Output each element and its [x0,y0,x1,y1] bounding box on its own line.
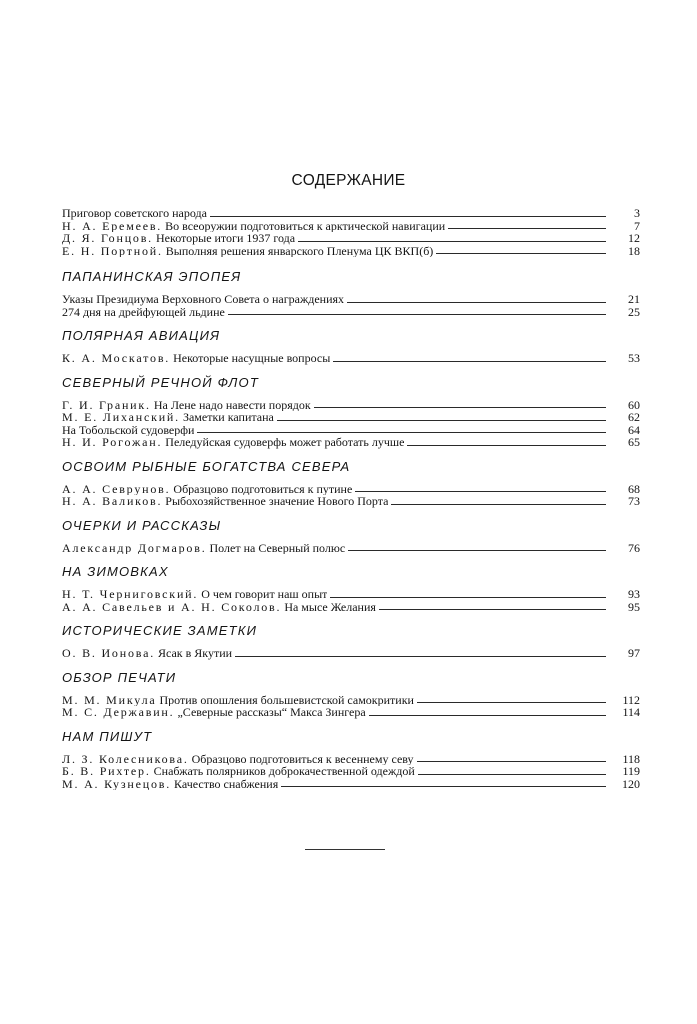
toc-entry[interactable] [60,542,640,555]
toc-entry[interactable] [60,588,640,601]
entry-page-number: 93 [628,587,640,601]
entry-page-number: 7 [634,218,640,233]
toc-entry[interactable] [60,352,640,365]
entry-page-number: 73 [628,494,640,508]
entry-text [62,399,311,412]
entry-title: Снабжать полярников доброкачественной одеждой [150,765,415,778]
entry-title: На мысе Желания [281,600,376,613]
entry-page-number: 25 [628,304,640,319]
entry-author: Н. И. Рогожан. [62,436,163,449]
entry-page-number: 119 [622,764,640,778]
entry-author: О. В. Ионова. [62,647,155,660]
toc-entry[interactable] [60,601,640,614]
dot-leader [417,702,606,703]
entry-text [62,436,404,449]
entry-text [62,352,330,365]
entry-title: Выполняя решения январского Пленума ЦК ВКП(б) [162,244,434,257]
toc-section [60,269,640,318]
table-of-contents [60,207,640,800]
toc-entry[interactable] [60,293,640,306]
entry-text [62,424,194,437]
entry-title: О чем говорит наш опыт [198,588,328,601]
closing-rule [305,849,385,850]
dot-leader [369,715,606,716]
entry-page-number: 62 [628,410,640,424]
dot-leader [235,656,606,657]
entry-title: На Тобольской судоверфи [62,423,195,436]
entry-title: Некоторые насущные вопросы [170,352,331,365]
entry-author: Н. А. Валиков. [62,495,163,508]
toc-entry[interactable] [60,411,640,424]
entry-text [62,765,415,778]
toc-entry[interactable] [60,694,640,707]
dot-leader [333,361,606,362]
entry-author: Н. А. Еремеев. [62,219,163,232]
entry-title: Некоторые итоги 1937 года [152,232,296,245]
entry-title: 274 дня на дрейфующей льдине [62,305,225,318]
dot-leader [228,314,606,315]
entry-text [62,753,414,766]
entry-title: Заметки капитана [179,411,274,424]
toc-entry[interactable] [60,245,640,258]
toc-section [60,518,640,555]
entry-title: Во всеоружии подготовиться к арктической навигации [162,219,446,232]
entry-title: Указы Президиума Верховного Совета о награждениях [62,293,345,306]
entry-author: Александр Догмаров. [62,541,207,554]
entry-text [62,306,225,319]
entry-text [62,588,327,601]
entry-author: Л. З. Колесникова. [62,752,189,765]
entry-author: А. А. Севрунов. [62,482,171,495]
entry-title: Пеледуйская судоверфь может работать лучше [162,436,405,449]
toc-entry[interactable] [60,232,640,245]
entry-title: Ясак в Якутии [155,647,233,660]
toc-section [60,670,640,719]
entry-author: А. А. Савельев и А. Н. Соколов. [62,600,282,613]
entry-text [62,495,388,508]
entry-page-number: 53 [628,351,640,365]
toc-section [60,207,640,257]
entry-author: Е. Н. Портной. [62,244,163,257]
entry-title: На Лене надо навести порядок [150,398,311,411]
dot-leader [418,774,606,775]
entry-page-number: 12 [628,231,640,245]
section-heading: ИСТОРИЧЕСКИЕ ЗАМЕТКИ [62,623,258,638]
entry-page-number: 64 [628,422,640,437]
toc-section [60,729,640,791]
dot-leader [355,491,606,492]
dot-leader [407,445,606,446]
page-title: СОДЕРЖАНИЕ [291,172,406,189]
toc-entry[interactable] [60,765,640,778]
dot-leader [197,432,606,433]
entry-text [62,293,344,306]
entry-page-number: 118 [622,751,640,766]
entry-author: М. М. Микула [62,693,157,706]
toc-section [60,564,640,613]
toc-entry[interactable] [60,495,640,508]
entry-author: К. А. Москатов. [62,352,171,365]
entry-text [62,542,345,555]
section-heading: НА ЗИМОВКАХ [62,564,169,579]
entry-text [62,706,366,719]
dot-leader [347,302,606,303]
entry-title: Полет на Северный полюс [206,541,346,554]
entry-text [62,207,207,220]
entry-author: Б. В. Рихтер. [62,765,151,778]
entry-text [62,647,232,660]
dot-leader [330,597,606,598]
toc-entry[interactable] [60,647,640,660]
entry-text [62,220,445,233]
entry-page-number: 3 [634,206,640,220]
entry-title: Образцово подготовиться к весеннему севу [188,752,414,765]
entry-text [62,601,376,614]
dot-leader [448,228,606,229]
entry-page-number: 21 [628,292,640,306]
dot-leader [314,407,606,408]
section-heading: ПОЛЯРНАЯ АВИАЦИЯ [62,328,221,343]
entry-page-number: 97 [628,646,640,660]
section-heading: ОЧЕРКИ И РАССКАЗЫ [62,517,222,533]
entry-page-number: 68 [628,481,640,496]
entry-text [62,232,295,245]
toc-section [60,375,640,449]
toc-entry[interactable] [60,753,640,766]
dot-leader [391,504,606,505]
entry-author: М. А. Кузнецов. [62,777,172,790]
toc-entry[interactable] [60,436,640,449]
section-heading: ОСВОИМ РЫБНЫЕ БОГАТСТВА СЕВЕРА [62,458,351,474]
dot-leader [281,786,606,787]
entry-title: „Северные рассказы“ Макса Зингера [174,706,366,719]
dot-leader [277,420,606,421]
entry-page-number: 60 [628,397,640,412]
dot-leader [348,550,606,551]
dot-leader [417,761,606,762]
entry-author: Д. Я. Гонцов. [62,232,153,245]
entry-text [62,694,414,707]
dot-leader [379,609,606,610]
entry-author: Г. И. Граник. [62,398,151,411]
entry-title: Образцово подготовиться к путине [170,482,353,495]
dot-leader [210,216,606,217]
toc-section [60,459,640,508]
entry-text [62,245,433,258]
entry-title: Качество снабжения [171,777,279,790]
toc-entry[interactable] [60,220,640,233]
toc-entry[interactable] [60,778,640,791]
section-heading: ПАПАНИНСКАЯ ЭПОПЕЯ [62,269,242,284]
entry-author: Н. Т. Черниговский. [62,588,199,601]
section-heading: ОБЗОР ПЕЧАТИ [62,669,177,685]
entry-text [62,411,274,424]
toc-entry[interactable] [60,424,640,437]
toc-entry[interactable] [60,706,640,719]
section-heading: НАМ ПИШУТ [62,728,153,744]
toc-entry[interactable] [60,399,640,412]
toc-entry[interactable] [60,207,640,220]
entry-text [62,778,278,791]
entry-title: Рыбохозяйственное значение Нового Порта [162,495,389,508]
entry-page-number: 76 [628,540,640,555]
entry-text [62,483,352,496]
section-heading: СЕВЕРНЫЙ РЕЧНОЙ ФЛОТ [62,374,259,390]
entry-author: М. Е. Лиханский. [62,411,180,424]
dot-leader [298,241,606,242]
entry-author: М. С. Державин. [62,706,175,719]
entry-page-number: 114 [622,705,640,719]
entry-page-number: 18 [628,243,640,258]
entry-page-number: 112 [622,692,640,707]
entry-page-number: 120 [622,776,640,791]
dot-leader [436,253,606,254]
toc-entry[interactable] [60,306,640,319]
entry-page-number: 65 [628,435,640,449]
entry-title: Приговор советского народа [62,207,207,220]
toc-section [60,623,640,660]
entry-title: Против опошления большевистской самокритики [156,693,414,706]
toc-entry[interactable] [60,483,640,496]
entry-page-number: 95 [628,599,640,614]
toc-section [60,328,640,365]
